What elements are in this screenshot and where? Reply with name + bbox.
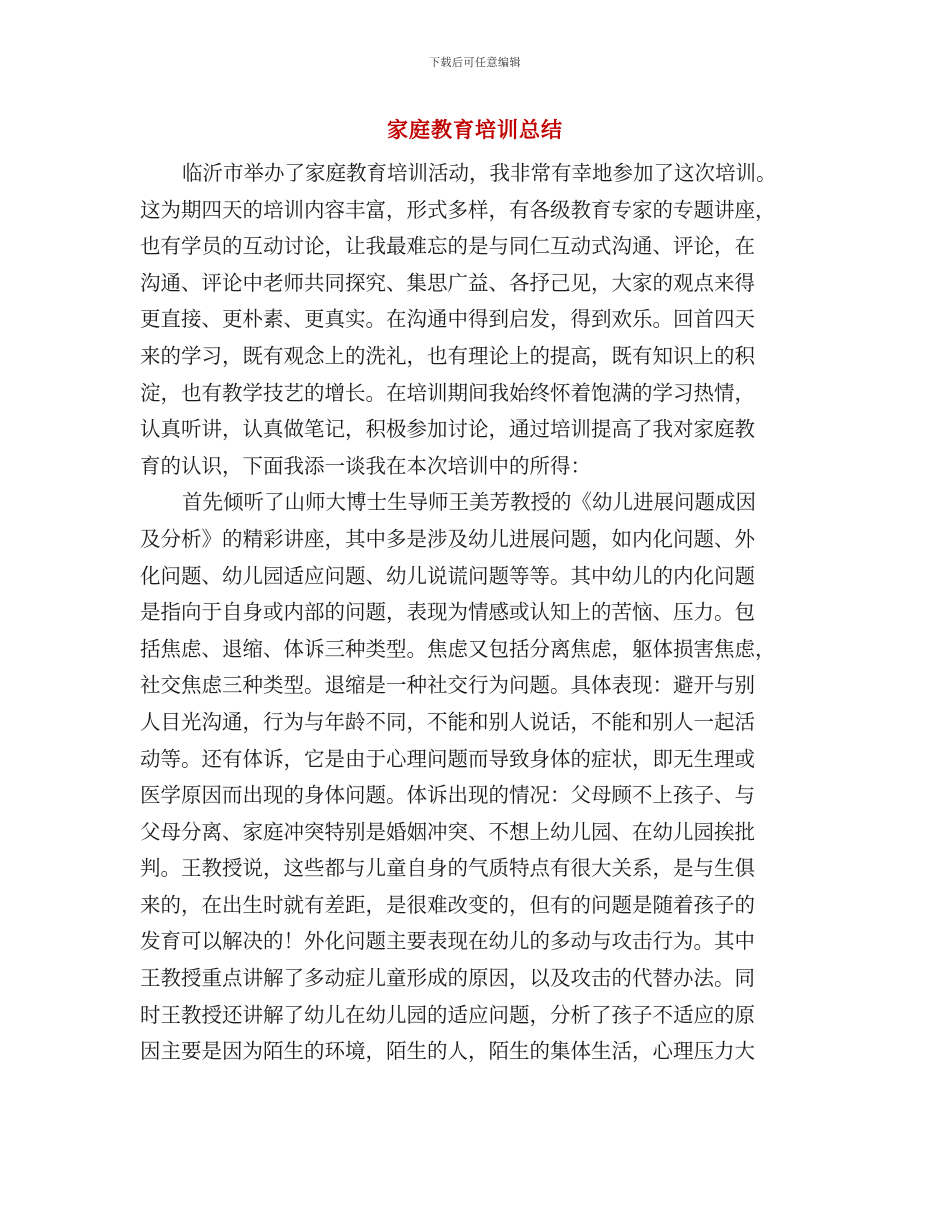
paragraph-2-line: 医学原因而出现的身体问题。体诉出现的情况：父母顾不上孩子、与 [140, 783, 755, 808]
paragraph-1-line: 临沂市举办了家庭教育培训活动，我非常有幸地参加了这次培训。 [182, 161, 777, 185]
paragraph-2-line: 时王教授还讲解了幼儿在幼儿园的适应问题，分析了孩子不适应的原 [140, 1002, 755, 1027]
paragraph-2-line: 因主要是因为陌生的环境，陌生的人，陌生的集体生活，心理压力大 [140, 1039, 755, 1064]
paragraph-2-line: 首先倾听了山师大博士生导师王美芳教授的《幼儿进展问题成因 [182, 490, 756, 515]
paragraph-2-line: 化问题、幼儿园适应问题、幼儿说谎问题等等。其中幼儿的内化问题 [140, 563, 755, 588]
paragraph-1-line: 这为期四天的培训内容丰富，形式多样，有各级教育专家的专题讲座， [140, 197, 776, 222]
paragraph-2-line: 判。王教授说，这些都与儿童自身的气质特点有很大关系，是与生俱 [140, 856, 755, 881]
paragraph-2-line: 括焦虑、退缩、体诉三种类型。焦虑又包括分离焦虑，躯体损害焦虑， [140, 636, 776, 661]
header-note: 下载后可任意编辑 [429, 56, 521, 69]
paragraph-1-line: 更直接、更朴素、更真实。在沟通中得到启发，得到欢乐。回首四天 [140, 307, 755, 332]
paragraph-2-line: 父母分离、家庭冲突特别是婚姻冲突、不想上幼儿园、在幼儿园挨批 [140, 819, 755, 844]
paragraph-2-line: 人目光沟通，行为与年龄不同，不能和别人说话，不能和别人一起活 [140, 709, 755, 734]
paragraph-1-line: 淀，也有教学技艺的增长。在培训期间我始终怀着饱满的学习热情， [140, 380, 755, 405]
paragraph-2-line: 及分析》的精彩讲座，其中多是涉及幼儿进展问题，如内化问题、外 [140, 526, 755, 551]
document-body [140, 155, 812, 1070]
paragraph-1-line: 认真听讲，认真做笔记，积极参加讨论，通过培训提高了我对家庭教 [140, 417, 755, 442]
paragraph-2-line: 发育可以解决的！外化问题主要表现在幼儿的多动与攻击行为。其中 [140, 929, 755, 954]
paragraph-2-line: 是指向于自身或内部的问题，表现为情感或认知上的苦恼、压力。包 [140, 600, 755, 625]
paragraph-1-line: 沟通、评论中老师共同探究、集思广益、各抒己见，大家的观点来得 [140, 270, 755, 295]
paragraph-1-line: 来的学习，既有观念上的洗礼，也有理论上的提高，既有知识上的积 [140, 343, 755, 368]
document-title: 家庭教育培训总结 [387, 118, 563, 142]
paragraph-1-line: 也有学员的互动讨论，让我最难忘的是与同仁互动式沟通、评论，在 [140, 234, 755, 259]
paragraph-1-line: 育的认识，下面我添一谈我在本次培训中的所得： [140, 453, 591, 478]
paragraph-2-line: 王教授重点讲解了多动症儿童形成的原因，以及攻击的代替办法。同 [140, 966, 755, 991]
paragraph-2-line: 动等。还有体诉，它是由于心理问题而导致身体的症状，即无生理或 [140, 746, 755, 771]
paragraph-2-line: 来的，在出生时就有差距，是很难改变的，但有的问题是随着孩子的 [140, 892, 755, 917]
paragraph-2-line: 社交焦虑三种类型。退缩是一种社交行为问题。具体表现：避开与别 [140, 673, 755, 698]
